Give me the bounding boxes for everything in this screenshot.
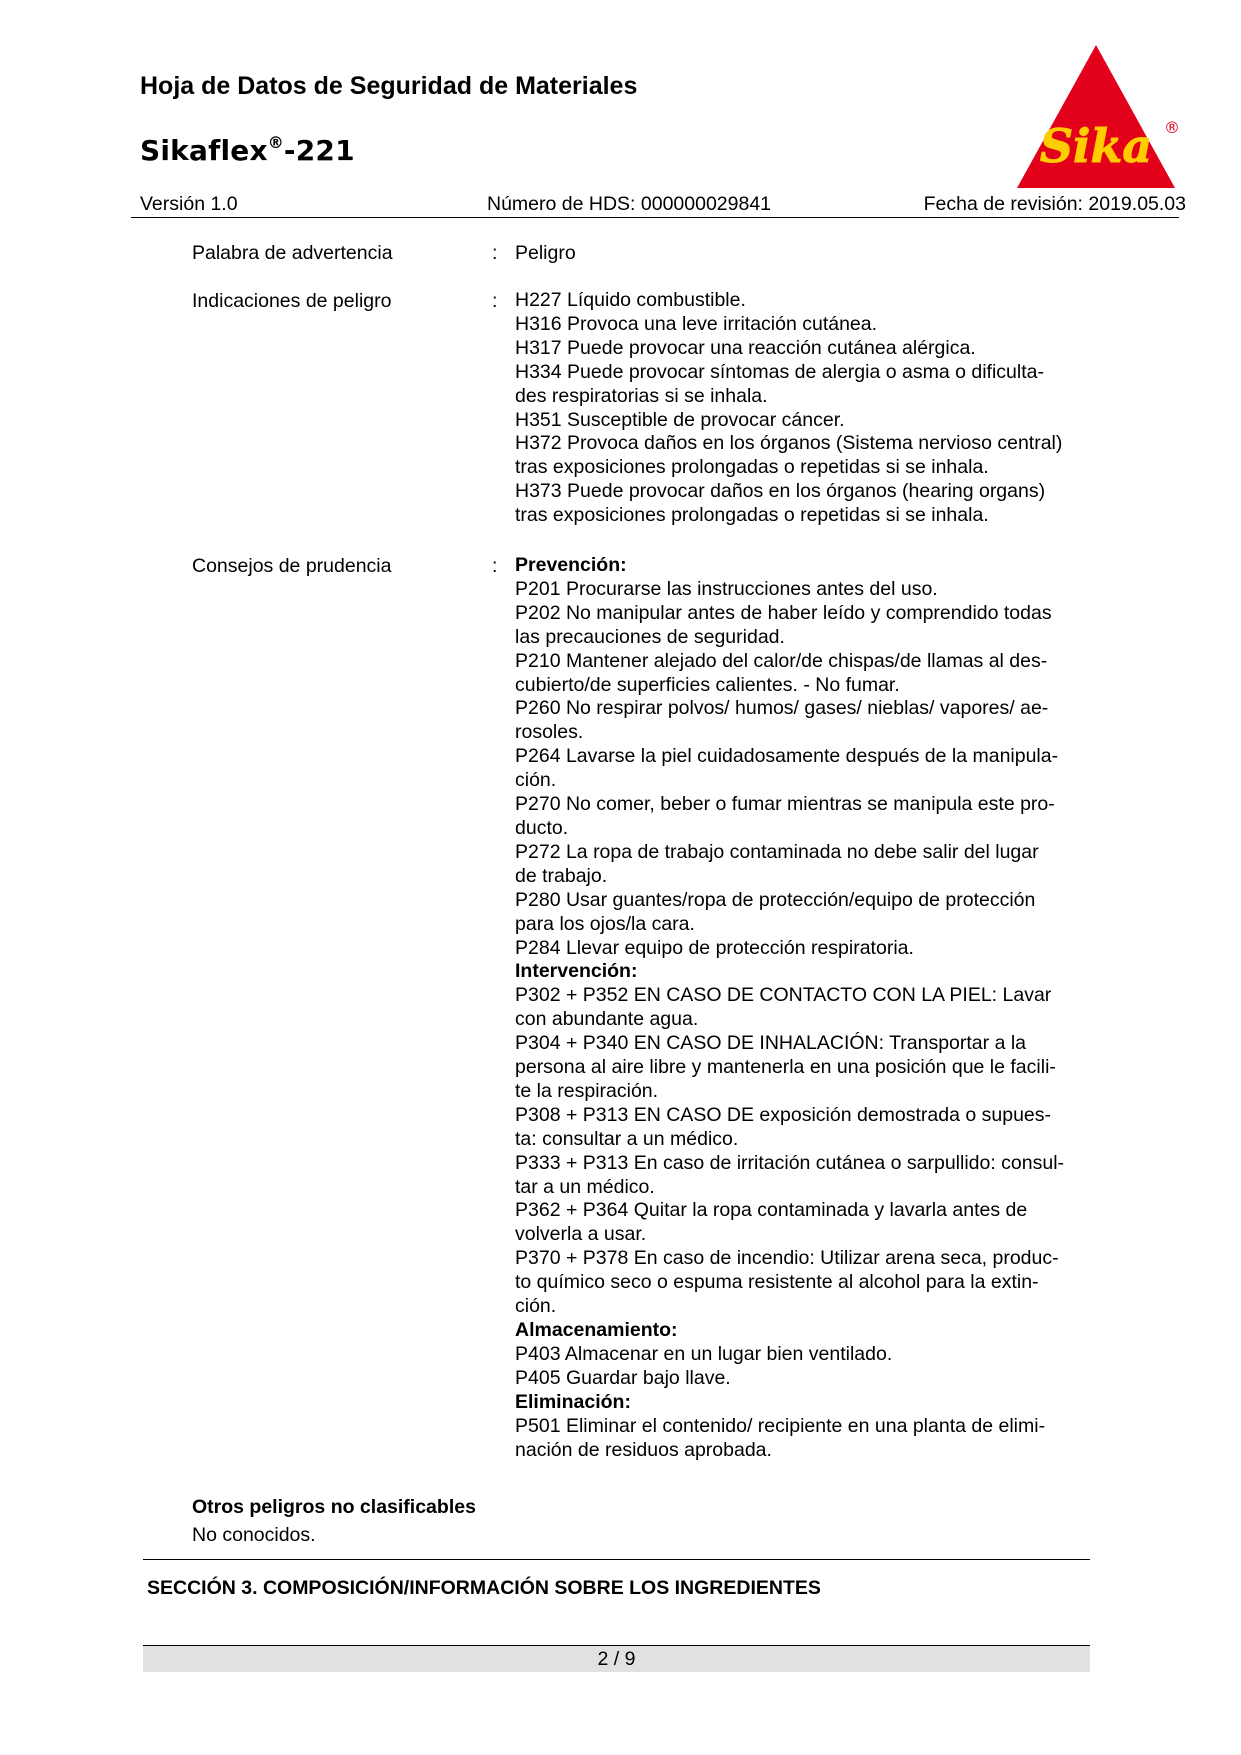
- other-hazards-text: No conocidos.: [192, 1524, 316, 1546]
- precaution-line: P333 + P313 En caso de irritación cutánea o sarpullido: consul-: [515, 1151, 1065, 1174]
- precaution-line: to químico seco o espuma resistente al alcohol para la extin-: [515, 1271, 1039, 1294]
- sds-number: Número de HDS: 000000029841: [487, 193, 772, 215]
- precaution-line: con abundante agua.: [515, 1008, 699, 1031]
- response-subheading: Intervención:: [515, 960, 638, 983]
- precaution-line: P280 Usar guantes/ropa de protección/equipo de protección: [515, 888, 1036, 911]
- signal-word-value: [515, 242, 576, 266]
- precaution-line: rosoles.: [515, 721, 584, 744]
- version-label: Versión 1.0: [140, 193, 238, 215]
- precaution-line: P284 Llevar equipo de protección respiratoria.: [515, 936, 914, 959]
- precaution-line: P304 + P340 EN CASO DE INHALACIÓN: Transportar a la: [515, 1032, 1027, 1055]
- hazard-line: H317 Puede provocar una reacción cutánea alérgica.: [515, 336, 976, 359]
- precaution-line: cubierto/de superficies calientes. - No fumar.: [515, 673, 900, 696]
- precaution-line: P272 La ropa de trabajo contaminada no debe salir del lugar: [515, 840, 1039, 863]
- hazard-line: H351 Susceptible de provocar cáncer.: [515, 408, 845, 431]
- precaution-line: persona al aire libre y mantenerla en una posición que le facili-: [515, 1056, 1056, 1079]
- precaution-line: P210 Mantener alejado del calor/de chispas/de llamas al des-: [515, 649, 1048, 672]
- precaution-line: volverla a usar.: [515, 1223, 647, 1246]
- hazard-line: tras exposiciones prolongadas o repetidas si se inhala.: [515, 504, 989, 527]
- precautionary-statements-label: Consejos de prudencia: [192, 555, 392, 577]
- precaution-line: de trabajo.: [515, 864, 608, 887]
- prevention-subheading: Prevención:: [515, 554, 627, 576]
- precaution-line: P362 + P364 Quitar la ropa contaminada y lavarla antes de: [515, 1199, 1028, 1222]
- precaution-line: P201 Procurarse las instrucciones antes del uso.: [515, 577, 938, 600]
- logo-text: Sika: [1039, 119, 1153, 173]
- revision-date: Fecha de revisión: 2019.05.03: [923, 193, 1186, 215]
- precaution-line: ta: consultar a un médico.: [515, 1127, 739, 1150]
- registered-mark: ®: [267, 133, 284, 152]
- hazard-line: des respiratorias si se inhala.: [515, 384, 768, 407]
- hazard-line: H316 Provoca una leve irritación cutánea.: [515, 312, 878, 335]
- hazard-line: tras exposiciones prolongadas o repetidas si se inhala.: [515, 456, 989, 479]
- page-number: 2 / 9: [597, 1648, 636, 1670]
- precaution-line: para los ojos/la cara.: [515, 912, 695, 935]
- document-title: Hoja de Datos de Seguridad de Materiales: [140, 72, 638, 100]
- precaution-line: P403 Almacenar en un lugar bien ventilado.: [515, 1342, 893, 1365]
- precaution-line: las precauciones de seguridad.: [515, 625, 785, 648]
- hazard-line: H334 Puede provocar síntomas de alergia o asma o dificulta-: [515, 360, 1044, 383]
- logo-registered-mark: ®: [1164, 118, 1180, 137]
- precaution-line: P264 Lavarse la piel cuidadosamente después de la manipula-: [515, 745, 1059, 768]
- hazard-line: H373 Puede provocar daños en los órganos (hearing organs): [515, 480, 1046, 503]
- header-rule: [131, 217, 1179, 218]
- section-rule: [143, 1559, 1090, 1560]
- precautionary-statements-colon: :: [492, 555, 498, 577]
- precaution-line: ción.: [515, 1295, 557, 1318]
- storage-subheading: Almacenamiento:: [515, 1319, 678, 1341]
- hazard-line: H227 Líquido combustible.: [515, 289, 746, 311]
- precaution-line: P270 No comer, beber o fumar mientras se manipula este pro-: [515, 793, 1055, 816]
- precaution-line: P405 Guardar bajo llave.: [515, 1366, 731, 1389]
- signal-word-colon: :: [492, 242, 498, 264]
- precaution-line: P370 + P378 En caso de incendio: Utilizar arena seca, produc-: [515, 1247, 1059, 1270]
- precaution-line: P202 No manipular antes de haber leído y comprendido todas: [515, 601, 1052, 624]
- precaution-line: P260 No respirar polvos/ humos/ gases/ nieblas/ vapores/ ae-: [515, 697, 1049, 720]
- precaution-line: P308 + P313 EN CASO DE exposición demostrada o supues-: [515, 1103, 1052, 1126]
- precaution-line: ducto.: [515, 816, 569, 839]
- precautionary-statements-list: [515, 554, 1064, 1462]
- hazard-statements-list: [515, 289, 1062, 528]
- precaution-line: tar a un médico.: [515, 1175, 655, 1198]
- product-name-base: Sikaflex: [140, 134, 268, 167]
- disposal-subheading: Eliminación:: [515, 1390, 631, 1413]
- precaution-line: nación de residuos aprobada.: [515, 1438, 772, 1461]
- other-hazards-heading: Otros peligros no clasificables: [192, 1496, 476, 1518]
- footer-bar: [143, 1646, 1090, 1672]
- signal-word-text: Peligro: [515, 242, 576, 264]
- sika-logo: [1010, 45, 1185, 190]
- section-3-title: SECCIÓN 3. COMPOSICIÓN/INFORMACIÓN SOBRE LOS INGREDIENTES: [147, 1577, 821, 1599]
- precaution-line: P302 + P352 EN CASO DE CONTACTO CON LA PIEL: Lavar: [515, 984, 1052, 1007]
- precaution-line: te la respiración.: [515, 1079, 659, 1102]
- product-name-suffix: -221: [283, 134, 355, 167]
- hazard-statements-colon: :: [492, 290, 498, 312]
- signal-word-label: Palabra de advertencia: [192, 242, 393, 264]
- precaution-line: ción.: [515, 769, 557, 792]
- precaution-line: P501 Eliminar el contenido/ recipiente en una planta de elimi-: [515, 1414, 1046, 1437]
- product-name: [140, 133, 355, 167]
- hazard-statements-label: Indicaciones de peligro: [192, 290, 392, 312]
- hazard-line: H372 Provoca daños en los órganos (Sistema nervioso central): [515, 432, 1063, 455]
